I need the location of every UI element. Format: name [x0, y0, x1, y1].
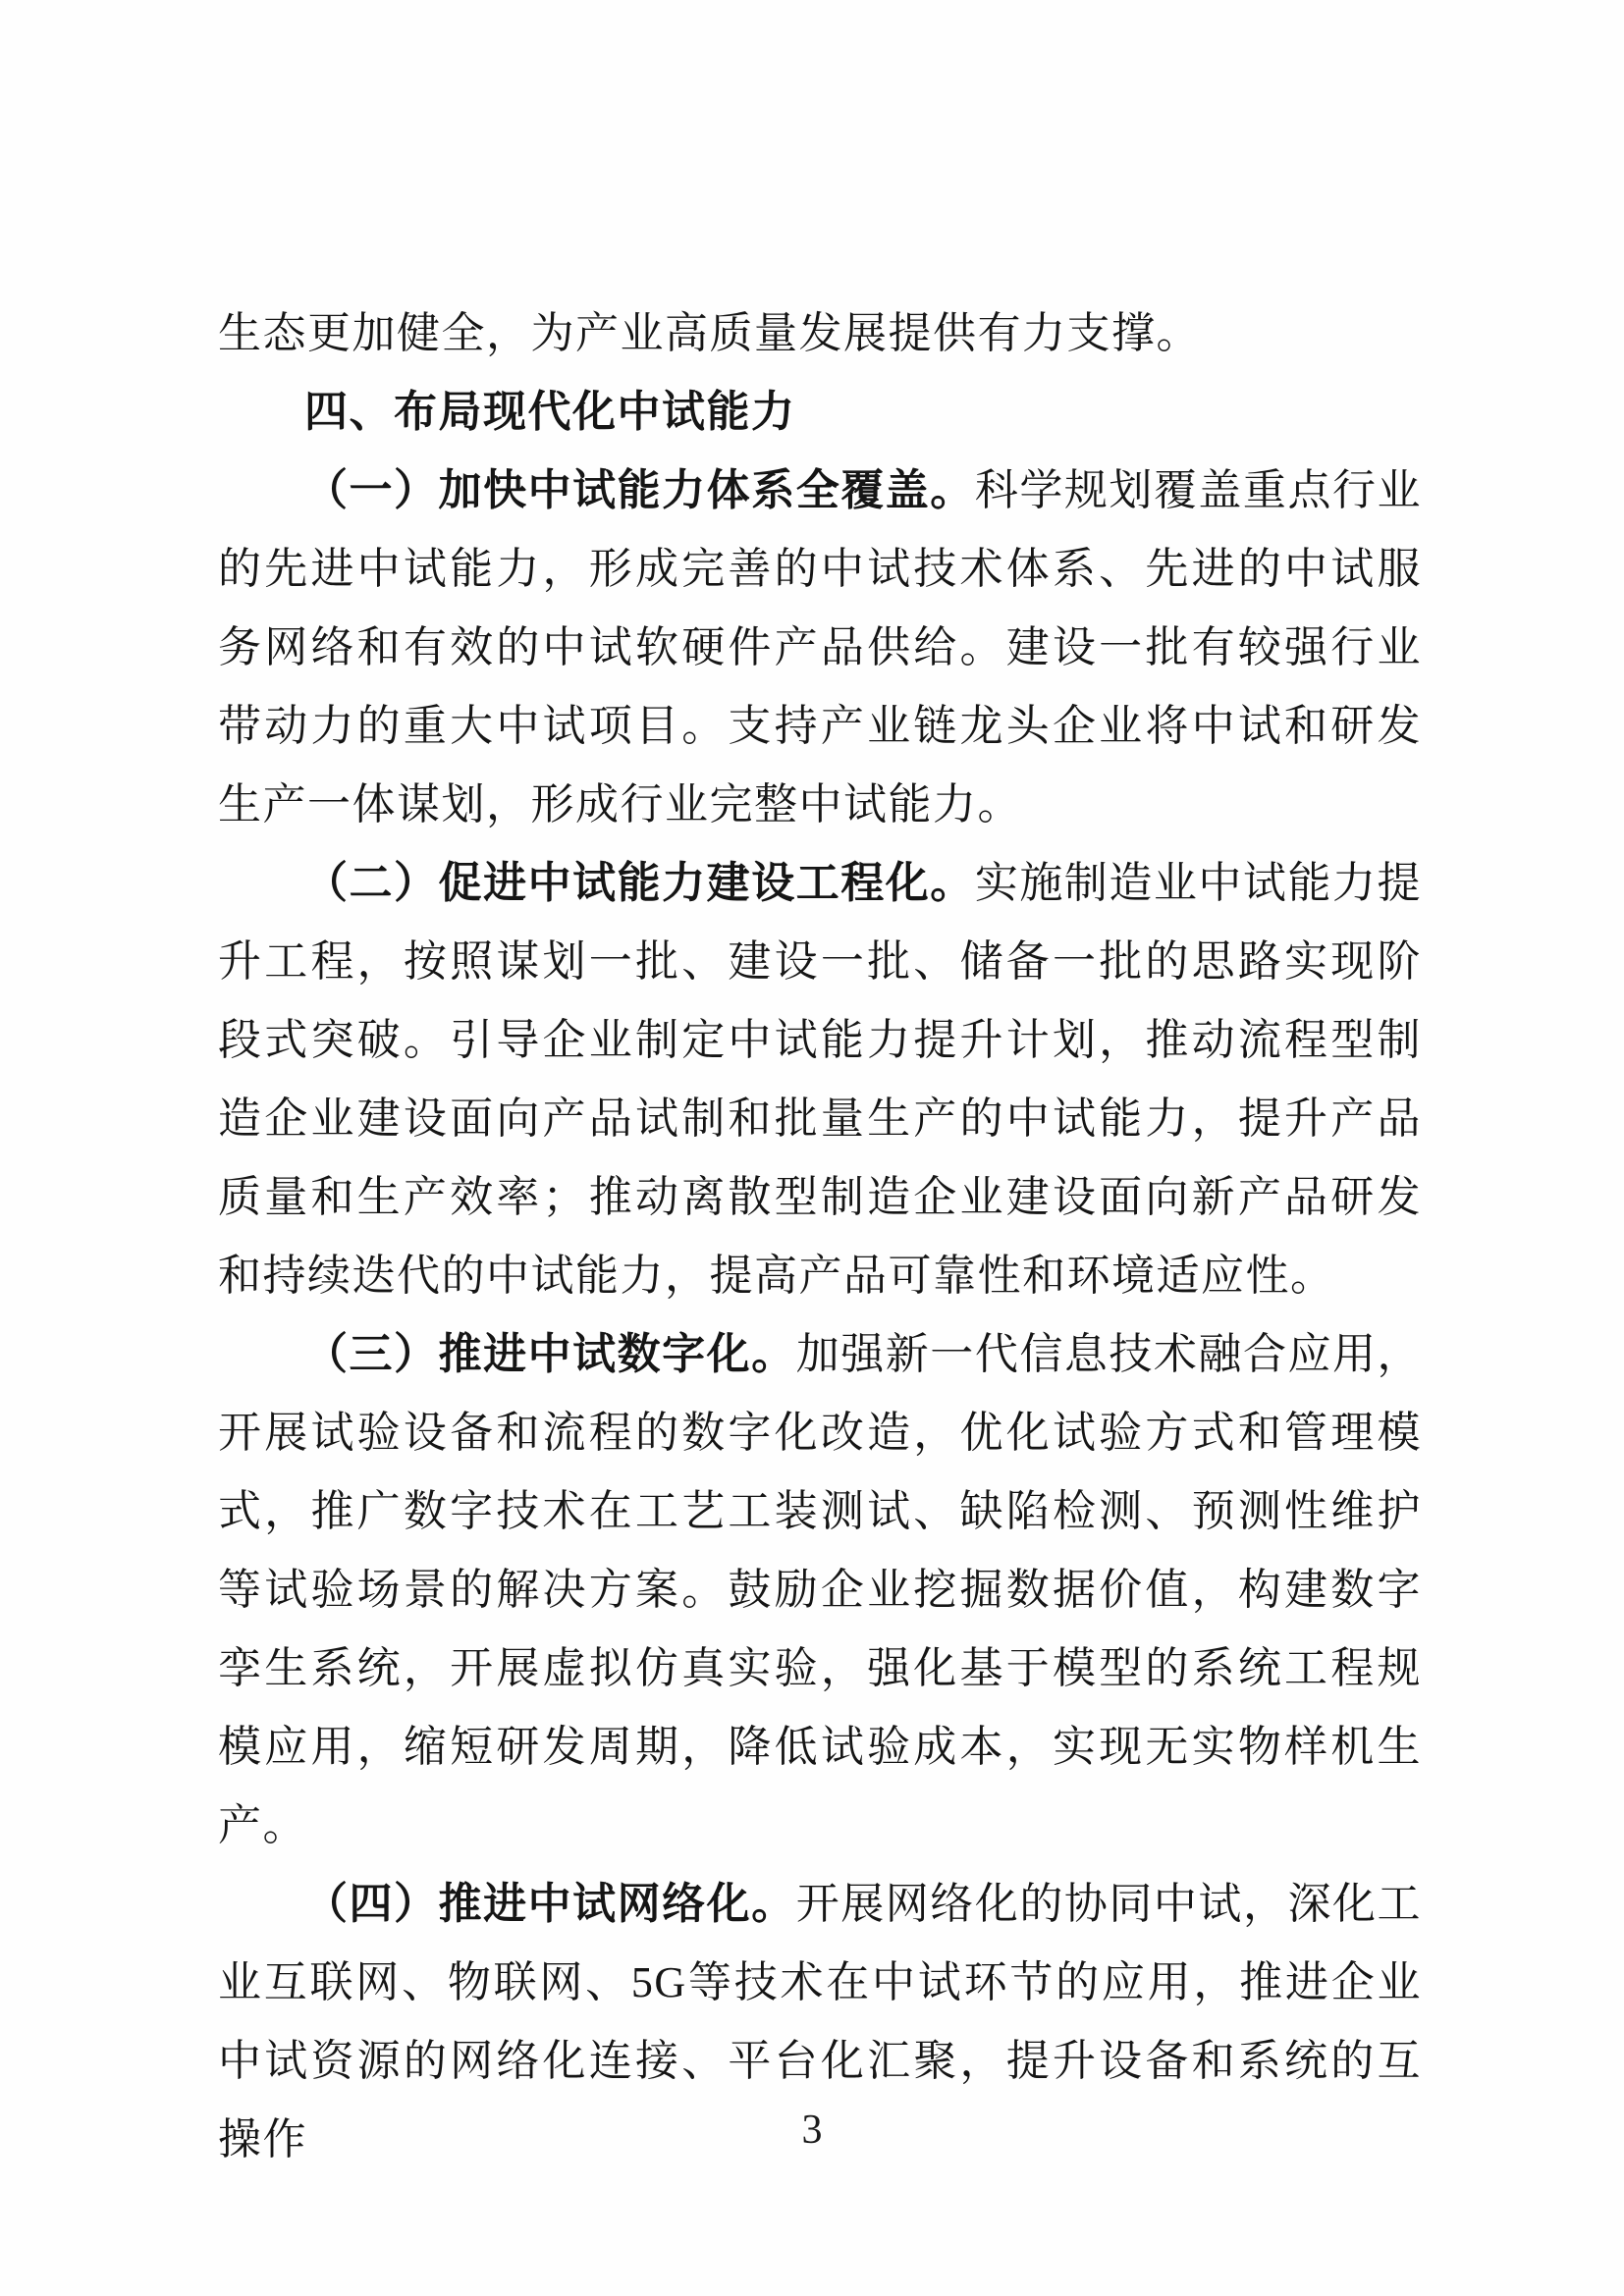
section-heading: 四、布局现代化中试能力 [304, 388, 796, 436]
paragraph-1 [218, 452, 1422, 844]
paragraph-3-body: 加强新一代信息技术融合应用，开展试验设备和流程的数字化改造，优化试验方式和管理模式，推广数字技术在工艺工装测试、缺陷检测、预测性维护等试验场景的解决方案。鼓励企业挖掘数据价值，构建数字孪生系统，开展虚拟仿真实验，强化基于模型的系统工程规模应用，缩短研发周期，降低试验成本，实现无实物样机生产。 [218, 1330, 1423, 1849]
continuation-paragraph: 生态更加健全，为产业高质量发展提供有力支撑。 [218, 309, 1201, 357]
paragraph-4-lead: （四）推进中试网络化。 [304, 1880, 796, 1928]
paragraph-3 [218, 1315, 1422, 1865]
paragraph-4-body: 开展网络化的协同中试，深化工业互联网、物联网、5G等技术在中试环节的应用，推进企业中试资源的网络化连接、平台化汇聚，提升设备和系统的互操作 [218, 1880, 1423, 2163]
paragraph-3-lead: （三）推进中试数字化。 [304, 1330, 796, 1378]
paragraph-1-lead: （一）加快中试能力体系全覆盖。 [304, 466, 975, 514]
paragraph-2-body: 实施制造业中试能力提升工程，按照谋划一批、建设一批、储备一批的思路实现阶段式突破。引导企业制定中试能力提升计划，推动流程型制造企业建设面向产品试制和批量生产的中试能力，提升产品质量和生产效率；推动离散型制造企业建设面向新产品研发和持续迭代的中试能力，提高产品可靠性和环境适应性。 [218, 859, 1422, 1300]
document-body [218, 294, 1422, 2179]
page-number: 3 [801, 2108, 823, 2153]
paragraph-2-lead: （二）促进中试能力建设工程化。 [304, 859, 975, 907]
paragraph-1-body: 科学规划覆盖重点行业的先进中试能力，形成完善的中试技术体系、先进的中试服务网络和有效的中试软硬件产品供给。建设一批有较强行业带动力的重大中试项目。支持产业链龙头企业将中试和研发生产一体谋划，形成行业完整中试能力。 [218, 466, 1422, 828]
paragraph-2 [218, 844, 1422, 1315]
